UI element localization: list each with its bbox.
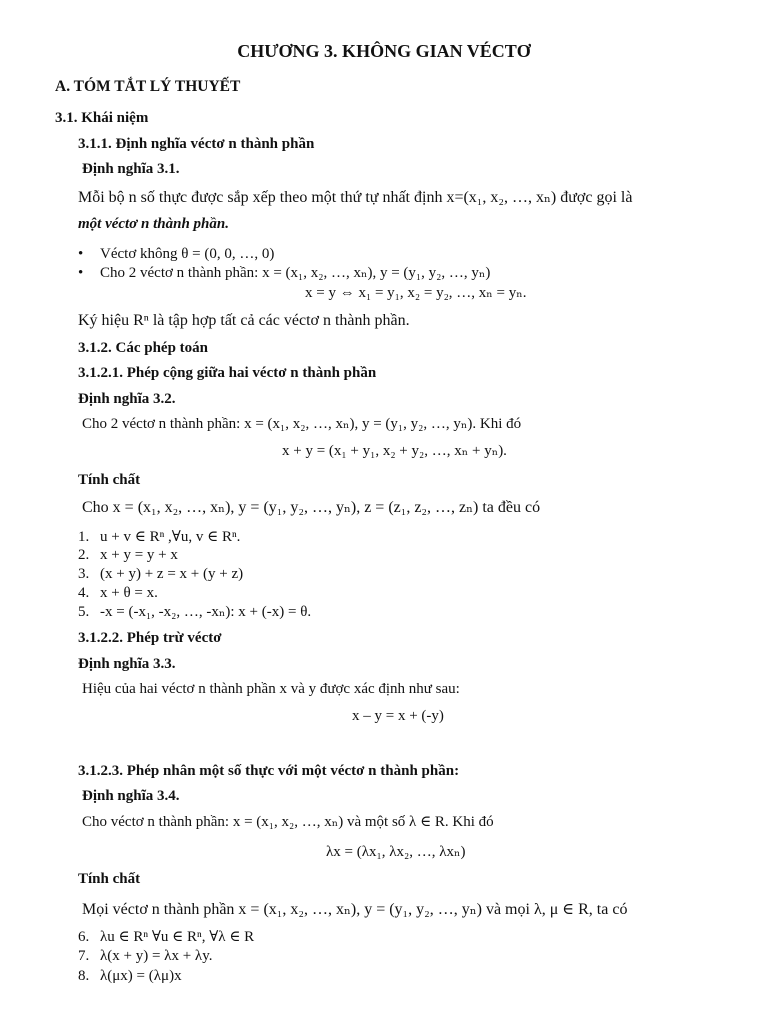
- definition-3-1-term: một véctơ n thành phần.: [78, 216, 229, 232]
- section-a-heading: A. TÓM TẮT LÝ THUYẾT: [55, 78, 241, 95]
- property-number: 8.: [78, 968, 90, 984]
- property-item: [78, 565, 243, 584]
- property-item: [78, 546, 178, 565]
- section-3-1-2-3-heading: 3.1.2.3. Phép nhân một số thực với một véctơ n thành phần:: [78, 763, 460, 779]
- property-text: λ(x + y) = λx + λy.: [100, 948, 213, 964]
- property-text: x + θ = x.: [100, 585, 158, 601]
- bullet-two-vectors: [78, 264, 490, 283]
- property-item: [78, 967, 182, 986]
- definition-3-4-label: Định nghĩa 3.4.: [82, 788, 180, 804]
- property-text: u + v ∈ Rⁿ ,∀u, v ∈ Rⁿ.: [100, 529, 241, 545]
- property-item: [78, 947, 212, 966]
- property-item: [78, 603, 311, 622]
- definition-3-2-text: Cho 2 véctơ n thành phần: x = (x₁, x₂, …, xₙ), y = (y₁, y₂, …, yₙ). Khi đó: [82, 416, 522, 432]
- definition-3-3-text: Hiệu của hai véctơ n thành phần x và y được xác định như sau:: [82, 681, 460, 697]
- definition-3-1-text: Mỗi bộ n số thực được sắp xếp theo một thứ tự nhất định x=(x₁, x₂, …, xₙ) được gọi là: [78, 189, 633, 206]
- definition-3-3-label: Định nghĩa 3.3.: [78, 656, 176, 672]
- scalar-equation: λx = (λx₁, λx₂, …, λxₙ): [326, 844, 466, 860]
- property-item: [78, 528, 240, 547]
- property-text: -x = (-x₁, -x₂, …, -xₙ): x + (-x) = θ.: [100, 604, 312, 620]
- property-number: 3.: [78, 566, 90, 582]
- bullet-zero-vector: [78, 245, 274, 264]
- property-number: 1.: [78, 529, 90, 545]
- property-number: 2.: [78, 547, 90, 563]
- notation-rn: Ký hiệu Rⁿ là tập hợp tất cả các véctơ n thành phần.: [78, 312, 410, 329]
- bullet-two-vectors-text: Cho 2 véctơ n thành phần: x = (x₁, x₂, …, xₙ), y = (y₁, y₂, …, yₙ): [100, 265, 491, 281]
- properties-2-intro: Mọi véctơ n thành phần x = (x₁, x₂, …, xₙ), y = (y₁, y₂, …, yₙ) và mọi λ, μ ∈ R, ta có: [82, 901, 628, 918]
- property-text: λ(μx) = (λμ)x: [100, 968, 182, 984]
- definition-3-2-label: Định nghĩa 3.2.: [78, 391, 176, 407]
- property-item: [78, 584, 158, 603]
- chapter-title: CHƯƠNG 3. KHÔNG GIAN VÉCTƠ: [237, 41, 531, 61]
- properties-1-label: Tính chất: [78, 472, 141, 488]
- section-3-1-2-1-heading: 3.1.2.1. Phép cộng giữa hai véctơ n thành phần: [78, 365, 377, 381]
- property-item: [78, 928, 254, 947]
- difference-equation: x – y = x + (-y): [352, 708, 444, 724]
- section-3-1-heading: 3.1. Khái niệm: [55, 110, 149, 126]
- property-number: 4.: [78, 585, 90, 601]
- bullet-icon: •: [78, 246, 84, 262]
- bullet-zero-vector-text: Véctơ không θ = (0, 0, …, 0): [100, 246, 275, 262]
- property-text: x + y = y + x: [100, 547, 178, 563]
- properties-1-intro: Cho x = (x₁, x₂, …, xₙ), y = (y₁, y₂, …, yₙ), z = (z₁, z₂, …, zₙ) ta đều có: [82, 499, 541, 516]
- property-text: (x + y) + z = x + (y + z): [100, 566, 244, 582]
- section-3-1-2-2-heading: 3.1.2.2. Phép trừ véctơ: [78, 630, 222, 646]
- property-number: 5.: [78, 604, 90, 620]
- section-3-1-2-heading: 3.1.2. Các phép toán: [78, 340, 209, 356]
- properties-2-label: Tính chất: [78, 871, 141, 887]
- equality-equation: x = y ⇔ x₁ = y₁, x₂ = y₂, …, xₙ = yₙ.: [305, 285, 527, 301]
- property-number: 6.: [78, 929, 90, 945]
- definition-3-4-text: Cho véctơ n thành phần: x = (x₁, x₂, …, xₙ) và một số λ ∈ R. Khi đó: [82, 814, 494, 830]
- sum-equation: x + y = (x₁ + y₁, x₂ + y₂, …, xₙ + yₙ).: [282, 443, 507, 459]
- property-number: 7.: [78, 948, 90, 964]
- bullet-icon: •: [78, 265, 84, 281]
- section-3-1-1-heading: 3.1.1. Định nghĩa véctơ n thành phần: [78, 136, 315, 152]
- definition-3-1-label: Định nghĩa 3.1.: [82, 161, 180, 177]
- property-text: λu ∈ Rⁿ ∀u ∈ Rⁿ, ∀λ ∈ R: [100, 929, 255, 945]
